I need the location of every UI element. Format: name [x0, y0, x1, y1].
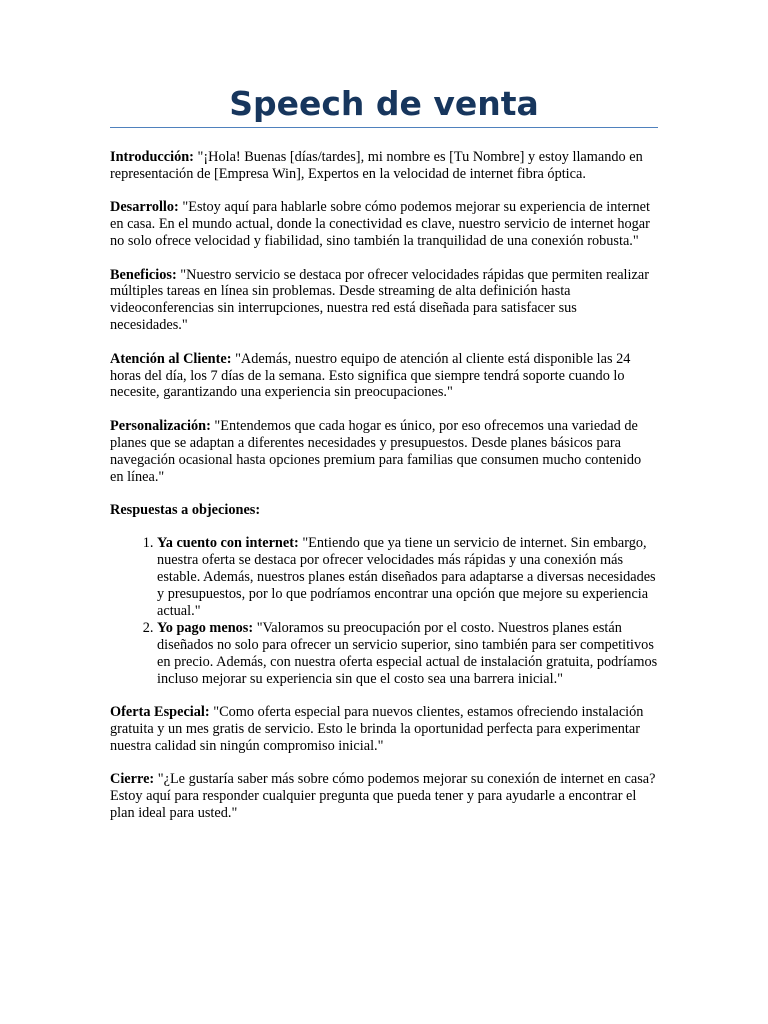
- cierre-paragraph: [110, 771, 658, 822]
- objeciones-list: [110, 535, 658, 687]
- objeciones-heading-text: Respuestas a objeciones:: [110, 502, 261, 518]
- desarrollo-text: "Estoy aquí para hablarle sobre cómo podemos mejorar su experiencia de internet en casa. En el mundo actual, donde la conectividad es clave, nuestro servicio de internet hogar no solo ofrece velocidad y fiabilidad, sino también la tranquilidad de una conexión robusta.": [110, 199, 650, 250]
- atencion-paragraph: [110, 351, 658, 402]
- cierre-label: Cierre:: [110, 771, 155, 788]
- objecion-2-label: Yo pago menos:: [157, 619, 254, 636]
- atencion-label: Atención al Cliente:: [110, 350, 232, 367]
- personalizacion-label: Personalización:: [110, 417, 211, 434]
- personalizacion-text: "Entendemos que cada hogar es único, por eso ofrecemos una variedad de planes que se adaptan a diferentes necesidades y presupuestos. Desde planes básicos para navegación ocasional hasta opciones premium para familias que consumen mucho contenido en línea.": [110, 417, 642, 485]
- list-item: [157, 535, 658, 620]
- objecion-1-label: Ya cuento con internet:: [157, 535, 299, 552]
- intro-label: Introducción:: [110, 149, 194, 165]
- desarrollo-label: Desarrollo:: [110, 199, 179, 216]
- objeciones-heading: [110, 502, 658, 519]
- desarrollo-paragraph: [110, 199, 658, 250]
- objecion-2-text: "Valoramos su preocupación por el costo. Nuestros planes están diseñados no solo para ofrecer un servicio superior, sino también para ser competitivos en precio. Además, con nuestra oferta especial actual de instalación gratuita, podríamos incluso mejorar su experiencia sin que el costo sea una barrera inicial.": [157, 619, 658, 687]
- document-title: Speech de venta: [229, 84, 539, 123]
- oferta-paragraph: [110, 704, 658, 755]
- atencion-text: "Además, nuestro equipo de atención al cliente está disponible las 24 horas del día, los 7 días de la semana. Esto significa que siempre tendrá soporte cuando lo necesite, garantizando una experiencia sin preocupaciones.": [110, 350, 631, 401]
- beneficios-label: Beneficios:: [110, 266, 177, 283]
- intro-text: "¡Hola! Buenas [días/tardes], mi nombre es [Tu Nombre] y estoy llamando en representación de [Empresa Win], Expertos en la velocidad de internet fibra óptica.: [110, 149, 643, 182]
- objecion-1-text: "Entiendo que ya tiene un servicio de internet. Sin embargo, nuestra oferta se destaca por ofrecer velocidades más rápidas y una conexión más estable. Además, nuestros planes están diseñados para adaptarse a diversas necesidades y presupuestos, por lo que podríamos encontrar una opción que mejore su experiencia actual.": [157, 535, 656, 620]
- title-underline: [110, 127, 658, 128]
- document-page: [110, 84, 658, 839]
- personalizacion-paragraph: [110, 418, 658, 486]
- beneficios-paragraph: [110, 267, 658, 335]
- list-item: [157, 620, 658, 688]
- oferta-label: Oferta Especial:: [110, 704, 210, 721]
- beneficios-text: "Nuestro servicio se destaca por ofrecer velocidades rápidas que permiten realizar múltiples tareas en línea sin problemas. Desde streaming de alta definición hasta videoconferencias sin interrupciones, nuestra red está diseñada para satisfacer sus necesidades.": [110, 266, 649, 334]
- oferta-text: "Como oferta especial para nuevos clientes, estamos ofreciendo instalación gratuita y un mes gratis de servicio. Esto le brinda la oportunidad perfecta para experimentar nuestra calidad sin ningún compromiso inicial.": [110, 704, 644, 754]
- intro-paragraph: [110, 149, 658, 183]
- cierre-text: "¿Le gustaría saber más sobre cómo podemos mejorar su conexión de internet en casa? Estoy aquí para responder cualquier pregunta que pueda tener y para ayudarle a encontrar el plan ideal para usted.": [110, 771, 656, 822]
